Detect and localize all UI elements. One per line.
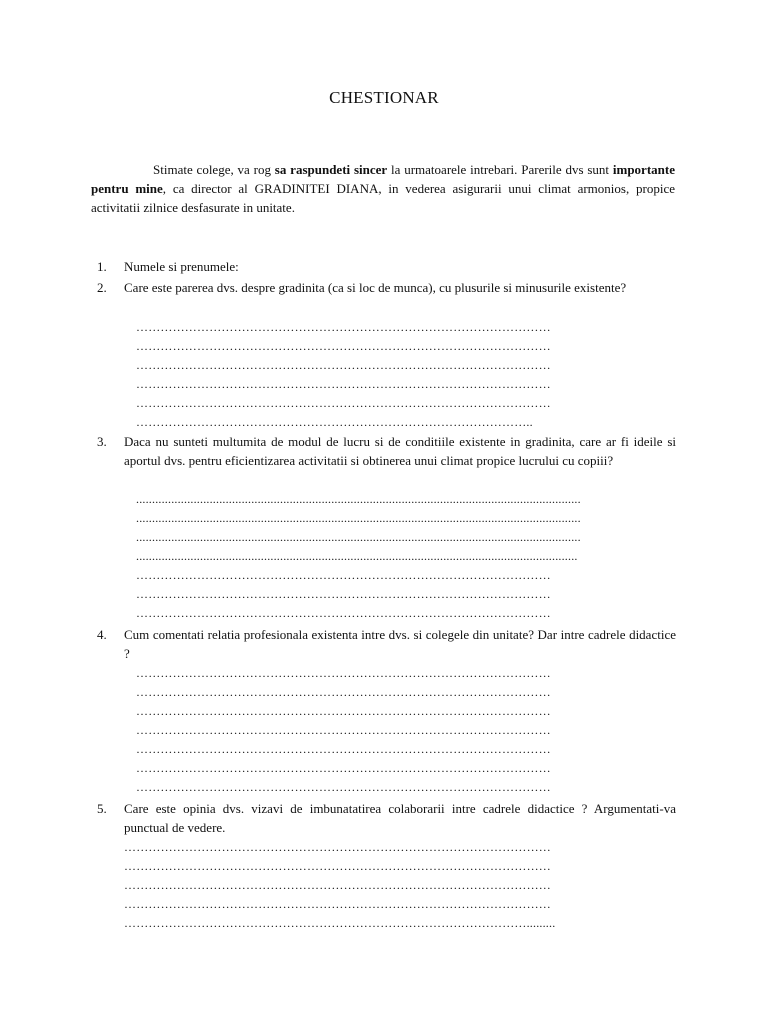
answer-line[interactable]: ………………………………………………………………………………………… — [136, 358, 551, 372]
question-number: 5. — [97, 801, 107, 816]
question-number: 3. — [97, 434, 107, 449]
question-text: Cum comentati relatia profesionala existenta intre dvs. si colegele din unitate? Dar intre cadrele didactice ? — [124, 627, 676, 661]
intro-paragraph — [91, 160, 675, 217]
answer-line[interactable]: ........................................................................................................................................... — [136, 492, 581, 506]
answer-line[interactable]: …………………………………………………………………………………………… — [124, 878, 551, 892]
answer-line[interactable]: ………………………………………………………………………………………… — [136, 685, 551, 699]
intro-text-1: Stimate colege, va rog — [153, 162, 275, 177]
answer-line[interactable]: ………………………………………………………………………………………......... — [124, 916, 556, 930]
answer-line[interactable]: ………………………………………………………………………………………… — [136, 761, 551, 775]
answer-line[interactable]: …………………………………………………………………………………….. — [136, 415, 533, 429]
intro-text-3: , ca director al GRADINITEI DIANA, in vederea asigurarii unui climat armonios, propice activitatii zilnice desfasurate in unitate. — [91, 181, 675, 215]
intro-bold-2: importante pentru mine — [91, 162, 675, 196]
question-3 — [97, 432, 676, 470]
answer-line[interactable]: ........................................................................................................................................... — [136, 530, 581, 544]
answer-line[interactable]: .......................................................................................................................................... — [136, 549, 578, 563]
answer-line[interactable]: ………………………………………………………………………………………… — [136, 587, 551, 601]
answer-line[interactable]: ………………………………………………………………………………………… — [136, 568, 551, 582]
answer-line[interactable]: ………………………………………………………………………………………… — [136, 339, 551, 353]
question-2 — [97, 278, 676, 297]
answer-line[interactable]: ........................................................................................................................................... — [136, 511, 581, 525]
answer-line[interactable]: ………………………………………………………………………………………… — [136, 704, 551, 718]
question-text: Numele si prenumele: — [124, 259, 239, 274]
question-text: Daca nu sunteti multumita de modul de lucru si de conditiile existente in gradinita, care ar fi ideile si aportul dvs. pentru eficientizarea activitatii si obtinerea unui climat propice lucrului cu copiii? — [124, 434, 676, 468]
question-1 — [97, 257, 676, 276]
question-5 — [97, 799, 676, 837]
answer-line[interactable]: …………………………………………………………………………………………… — [124, 840, 551, 854]
answer-line[interactable]: ………………………………………………………………………………………… — [136, 320, 551, 334]
intro-text-2: la urmatoarele intrebari. Parerile dvs sunt — [387, 162, 613, 177]
answer-line[interactable]: ………………………………………………………………………………………… — [136, 396, 551, 410]
page-title: CHESTIONAR — [329, 88, 439, 107]
intro-bold-1: sa raspundeti sincer — [274, 162, 388, 177]
answer-line[interactable]: ………………………………………………………………………………………… — [136, 666, 551, 680]
answer-line[interactable]: ………………………………………………………………………………………… — [136, 723, 551, 737]
answer-line[interactable]: ………………………………………………………………………………………… — [136, 606, 551, 620]
question-number: 2. — [97, 280, 107, 295]
answer-line[interactable]: …………………………………………………………………………………………… — [124, 897, 551, 911]
question-number: 4. — [97, 627, 107, 642]
question-text: Care este parerea dvs. despre gradinita (ca si loc de munca), cu plusurile si minusurile existente? — [124, 280, 627, 295]
question-text: Care este opinia dvs. vizavi de imbunatatirea colaborarii intre cadrele didactice ? Argumentati-va punctual de vedere. — [124, 801, 676, 835]
answer-line[interactable]: ………………………………………………………………………………………… — [136, 742, 551, 756]
answer-line[interactable]: ………………………………………………………………………………………… — [136, 377, 551, 391]
question-4 — [97, 625, 676, 663]
answer-line[interactable]: …………………………………………………………………………………………… — [124, 859, 551, 873]
question-number: 1. — [97, 259, 107, 274]
answer-line[interactable]: ………………………………………………………………………………………… — [136, 780, 551, 794]
